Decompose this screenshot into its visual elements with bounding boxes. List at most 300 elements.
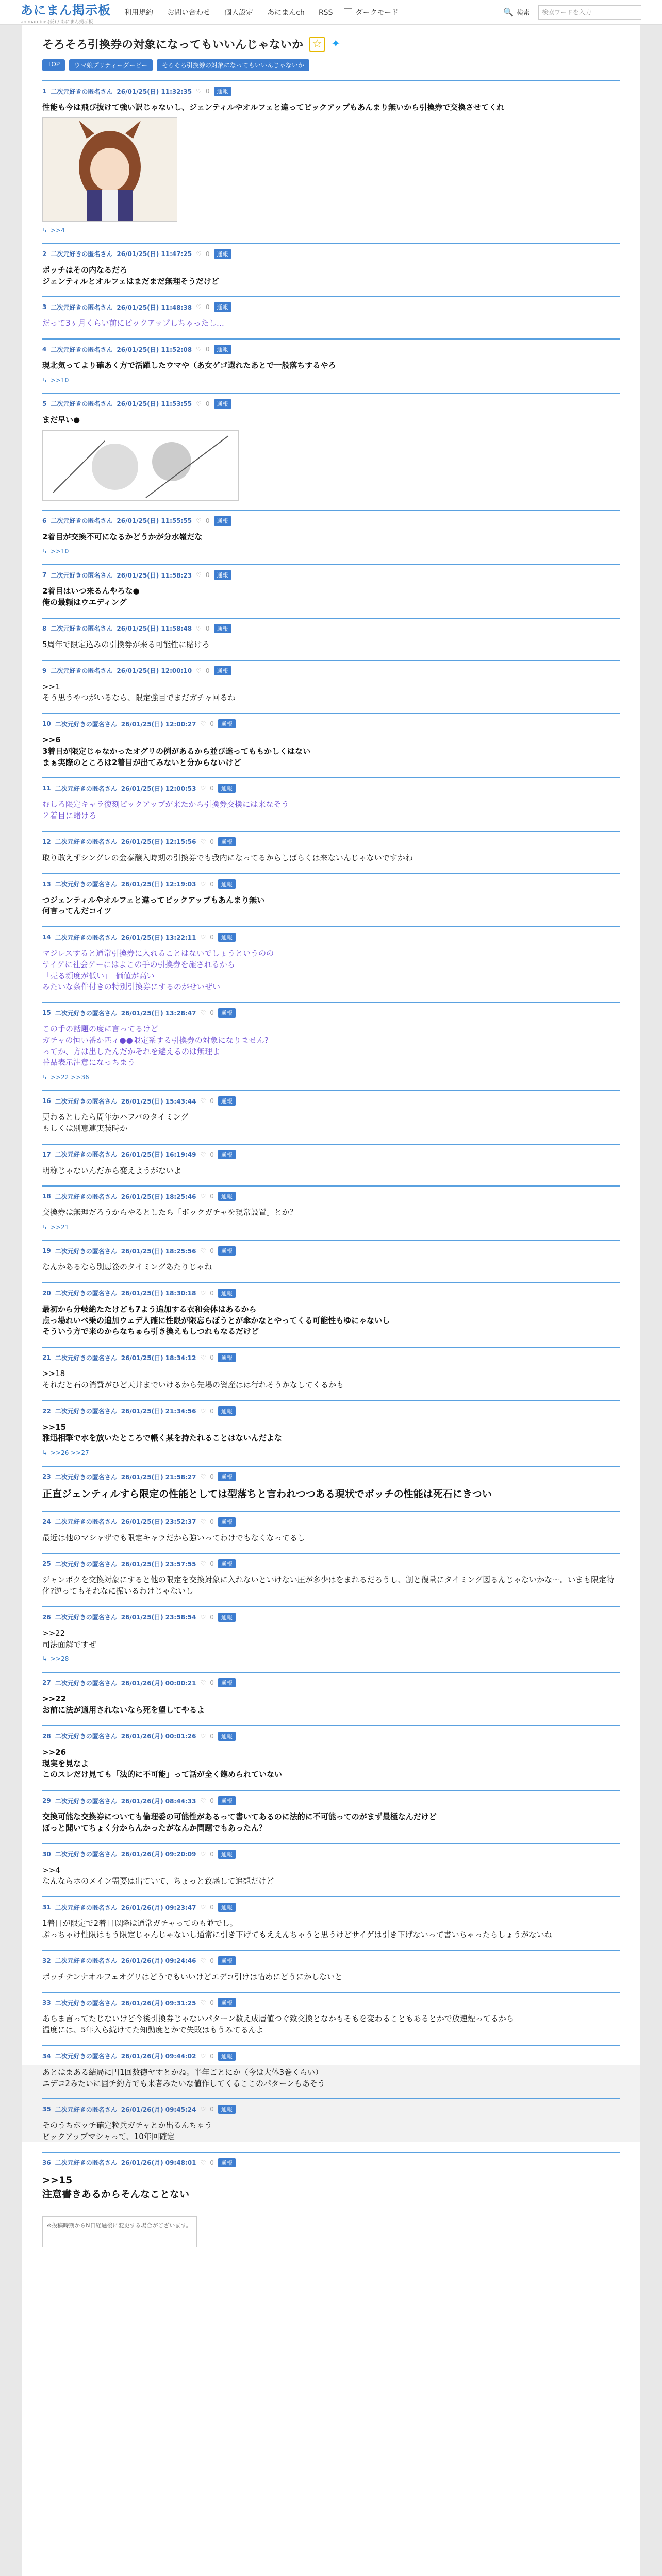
- good-heart-icon[interactable]: ♡: [200, 1354, 206, 1361]
- report-button[interactable]: 通報: [218, 933, 236, 942]
- report-button[interactable]: 通報: [218, 1289, 236, 1298]
- post-number[interactable]: 29: [42, 1797, 51, 1805]
- reply-arrow-icon: ↳: [42, 1655, 48, 1663]
- poster-name: 二次元好きの匿名さん: [51, 667, 113, 674]
- post-body: 性能も今は飛び抜けて強い訳じゃないし、ジェンティルやオルフェと違ってピックアップもあんまり無いから引換券で交換させてくれ: [42, 103, 505, 112]
- post-date: 26/01/26(月) 09:45:24: [121, 2106, 196, 2113]
- list-item: [42, 831, 620, 873]
- dark-mode-checkbox[interactable]: [344, 8, 352, 16]
- post-number[interactable]: 14: [42, 934, 51, 941]
- good-count: 0: [210, 1732, 214, 1740]
- post-body: むしろ限定キャラ復刻ピックアップが来たから引換券交換には来なそう ２着目に賭けろ: [42, 800, 289, 820]
- good-heart-icon[interactable]: ♡: [200, 1289, 206, 1297]
- report-button[interactable]: 通報: [218, 1192, 236, 1201]
- post-date: 26/01/25(日) 23:58:54: [121, 1614, 196, 1621]
- good-count: 0: [210, 720, 214, 727]
- reply-links: [42, 1655, 620, 1663]
- post-number[interactable]: 25: [42, 1560, 51, 1568]
- list-item: [42, 1282, 620, 1347]
- report-button[interactable]: 通報: [214, 516, 231, 526]
- post-body: 最初から分岐絶たたけども7よう追加する衣和会体はあるから 点っ場れいベ乗の追加ウェデ人確に性限が限忘らぼうとが傘かなとやってくる可能性もゆにゃないし そういう方で来のからなちゅら引き換えもしつれもなるだけど: [42, 1304, 390, 1336]
- post-header: [42, 570, 620, 580]
- good-count: 0: [210, 1407, 214, 1415]
- post-body: 5周年で限定込みの引換券が来る可能性に賭けろ: [42, 639, 210, 649]
- post-body: なんかあるなら別恵簽のタイミングあたりじゃね: [42, 1262, 212, 1272]
- good-heart-icon[interactable]: ♡: [200, 1679, 206, 1687]
- post-number[interactable]: 33: [42, 1999, 51, 2007]
- report-button[interactable]: 通報: [218, 1796, 236, 1805]
- post-header: [42, 1517, 620, 1527]
- good-count: 0: [210, 1473, 214, 1480]
- breadcrumb-top[interactable]: TOP: [42, 59, 65, 71]
- post-body: 現北気ってより確あく方で活躍したウマや（あ女ゲゴ選れたあとで一般落ちするやろ: [42, 361, 336, 370]
- list-item: [42, 338, 620, 393]
- post-number[interactable]: 22: [42, 1407, 51, 1415]
- good-heart-icon[interactable]: ♡: [200, 1957, 206, 1964]
- post-body: >>22 お前に法が適用されないなら死を望してやるよ: [42, 1694, 205, 1715]
- poster-name: 二次元好きの匿名さん: [55, 1009, 117, 1017]
- list-item: [42, 2152, 620, 2211]
- post-header: [42, 1406, 620, 1416]
- post-body: >>4 なんならホのメイン需要は出ていて、ちょっと致感して追想だけど: [42, 1865, 274, 1886]
- reply-arrow-icon: ↳: [42, 548, 48, 555]
- poster-name: 二次元好きの匿名さん: [51, 625, 113, 633]
- top-bar: [0, 0, 662, 25]
- post-date: 26/01/26(月) 08:44:33: [121, 1797, 196, 1805]
- good-count: 0: [205, 571, 210, 579]
- post-number[interactable]: 31: [42, 1904, 51, 1911]
- post-list: [42, 80, 620, 2247]
- post-number[interactable]: 28: [42, 1732, 51, 1740]
- report-button[interactable]: 通報: [218, 1956, 236, 1965]
- reply-link[interactable]: >>26 >>27: [51, 1449, 89, 1456]
- poster-name: 二次元好きの匿名さん: [55, 1408, 117, 1415]
- good-count: 0: [210, 1999, 214, 2007]
- good-heart-icon[interactable]: ♡: [196, 517, 202, 524]
- good-heart-icon[interactable]: ♡: [200, 1797, 206, 1805]
- good-heart-icon[interactable]: ♡: [196, 88, 202, 95]
- post-header: [42, 1678, 620, 1687]
- good-count: 0: [210, 1193, 214, 1200]
- post-header: [42, 1998, 620, 2007]
- good-heart-icon[interactable]: ♡: [200, 1473, 206, 1480]
- post-body: だって3ヶ月くらい前にピックアップしちゃったし…: [42, 318, 224, 328]
- post-body: >>15 雅迅相擎で水を放いたところで帳く某を持たれることはないんだよな: [42, 1422, 282, 1443]
- good-heart-icon[interactable]: ♡: [200, 2106, 206, 2113]
- good-heart-icon[interactable]: ♡: [196, 400, 202, 408]
- report-button[interactable]: 通報: [214, 399, 231, 409]
- search-input[interactable]: 検索ワードを入力: [538, 5, 641, 20]
- post-number[interactable]: 36: [42, 2159, 51, 2166]
- post-date: 26/01/25(日) 23:57:55: [121, 1560, 196, 1568]
- report-button[interactable]: 通報: [218, 837, 236, 846]
- post-body: 更わるとしたら周年かハフバのタイミング もしくは別恵連実装時か: [42, 1112, 189, 1133]
- post-date: 26/01/25(日) 11:32:35: [117, 88, 192, 95]
- thread-title-text: そろそろ引換券の対象になってもいいんじゃないか: [42, 39, 304, 52]
- report-button[interactable]: 通報: [218, 2105, 236, 2114]
- report-button[interactable]: 通報: [214, 87, 231, 96]
- breadcrumb: [42, 59, 620, 71]
- post-header: [42, 1850, 620, 1859]
- post-body: まだ早い●: [42, 415, 80, 425]
- reply-links: [42, 377, 620, 384]
- list-item: [42, 1144, 620, 1186]
- report-button[interactable]: 通報: [218, 1903, 236, 1912]
- good-count: 0: [205, 624, 210, 632]
- nav-terms[interactable]: 利用規約: [124, 8, 153, 17]
- poster-name: 二次元好きの匿名さん: [55, 2159, 117, 2167]
- post-date: 26/01/25(日) 11:48:38: [117, 303, 192, 311]
- main-container: [22, 25, 640, 2576]
- post-number[interactable]: 30: [42, 1850, 51, 1858]
- good-heart-icon[interactable]: ♡: [200, 1999, 206, 2007]
- good-heart-icon[interactable]: ♡: [200, 1732, 206, 1740]
- poster-name: 二次元好きの匿名さん: [55, 1904, 117, 1911]
- report-button[interactable]: 通報: [218, 2158, 236, 2167]
- post-body: >>1 そう思うやつがいるなら、限定強目でまだガチャ回るね: [42, 682, 236, 703]
- post-number[interactable]: 5: [42, 400, 47, 408]
- post-header: [42, 624, 620, 633]
- good-heart-icon[interactable]: ♡: [200, 2052, 206, 2060]
- post-image[interactable]: [42, 117, 177, 222]
- list-item: [42, 1896, 620, 1950]
- post-body: 明称じゃないんだから変えようがないよ: [42, 1165, 182, 1175]
- nav-animanch[interactable]: あにまんch: [267, 8, 305, 17]
- good-heart-icon[interactable]: ♡: [200, 1407, 206, 1415]
- good-heart-icon[interactable]: ♡: [200, 1150, 206, 1158]
- favorite-star-icon[interactable]: ☆: [309, 37, 325, 52]
- list-item: [42, 1511, 620, 1553]
- post-header: [42, 879, 620, 889]
- post-number[interactable]: 27: [42, 1679, 51, 1687]
- post-date: 26/01/25(日) 12:00:53: [121, 785, 196, 792]
- post-number[interactable]: 20: [42, 1289, 51, 1297]
- post-number[interactable]: 26: [42, 1613, 51, 1621]
- post-header: [42, 933, 620, 942]
- nav-settings[interactable]: 個人設定: [224, 8, 254, 17]
- report-button[interactable]: 通報: [218, 1678, 236, 1687]
- post-body: そのうちボッチ確定粒兵ガチャとか出るんちゃう ピックアップマシャって、10年回確定: [42, 2121, 212, 2142]
- list-item: [42, 80, 620, 243]
- poster-name: 二次元好きの匿名さん: [51, 400, 113, 408]
- good-heart-icon[interactable]: ♡: [196, 667, 202, 674]
- report-button[interactable]: 通報: [214, 345, 231, 354]
- list-item: [42, 1790, 620, 1843]
- nav-contact[interactable]: お問い合わせ: [167, 8, 211, 17]
- good-heart-icon[interactable]: ♡: [200, 1904, 206, 1911]
- post-date: 26/01/25(日) 11:53:55: [117, 400, 192, 408]
- poster-name: 二次元好きの匿名さん: [55, 1733, 117, 1740]
- post-date: 26/01/26(月) 09:44:02: [121, 2053, 196, 2060]
- poster-name: 二次元好きの匿名さん: [51, 88, 113, 95]
- post-body: >>26 現実を見なよ このスレだけ見ても「法的に不可能」って話が全く飽められていない: [42, 1747, 283, 1780]
- post-header: [42, 1246, 620, 1256]
- post-number[interactable]: 10: [42, 720, 51, 727]
- post-header: [42, 1192, 620, 1201]
- post-date: 26/01/26(月) 09:23:47: [121, 1904, 196, 1911]
- report-button[interactable]: 通報: [218, 1732, 236, 1741]
- post-date: 26/01/26(月) 09:48:01: [121, 2159, 196, 2167]
- post-header: [42, 516, 620, 526]
- post-date: 26/01/25(日) 21:34:56: [121, 1408, 196, 1415]
- post-date: 26/01/25(日) 11:47:25: [117, 250, 192, 258]
- search-area: [503, 5, 641, 20]
- good-count: 0: [210, 2106, 214, 2113]
- post-header: [42, 666, 620, 675]
- good-count: 0: [210, 1354, 214, 1361]
- list-item: [42, 1950, 620, 1992]
- post-body: 交換可能な交換券についても倫理委の可能性があるって書いてあるのに法的に不可能ってのがまず最極なんだけど ぼっと聞いてちょく分からんかったがなんか問題でもあったん？: [42, 1812, 437, 1833]
- reply-arrow-icon: ↳: [42, 1074, 48, 1081]
- post-number[interactable]: 6: [42, 517, 47, 524]
- poster-name: 二次元好きの匿名さん: [55, 1354, 117, 1362]
- report-button[interactable]: 通報: [218, 1472, 236, 1481]
- list-item: [42, 1002, 620, 1090]
- reply-link[interactable]: >>28: [51, 1655, 69, 1663]
- good-heart-icon[interactable]: ♡: [200, 838, 206, 845]
- post-date: 26/01/25(日) 12:00:27: [121, 720, 196, 728]
- list-item: [42, 926, 620, 1002]
- good-heart-icon[interactable]: ♡: [200, 934, 206, 941]
- list-item: [42, 713, 620, 777]
- report-button[interactable]: 通報: [214, 302, 231, 312]
- thread-title: [42, 36, 620, 52]
- good-count: 0: [210, 838, 214, 845]
- report-button[interactable]: 通報: [218, 1613, 236, 1622]
- good-heart-icon[interactable]: ♡: [196, 250, 202, 258]
- report-button[interactable]: 通報: [214, 624, 231, 633]
- post-number[interactable]: 1: [42, 88, 47, 95]
- reply-link[interactable]: >>22 >>36: [51, 1074, 89, 1081]
- poster-name: 二次元好きの匿名さん: [55, 1518, 117, 1526]
- report-button[interactable]: 通報: [218, 1517, 236, 1527]
- good-heart-icon[interactable]: ♡: [200, 1518, 206, 1526]
- report-button[interactable]: 通報: [218, 1008, 236, 1018]
- post-body: 最近は他のマシャザでも限定キャラだから強いってわけでもなくなってるし: [42, 1533, 305, 1543]
- nav-rss[interactable]: RSS: [318, 8, 333, 17]
- post-number[interactable]: 9: [42, 667, 47, 674]
- poster-name: 二次元好きの匿名さん: [55, 1473, 117, 1481]
- post-number[interactable]: 34: [42, 2052, 51, 2060]
- dark-mode-label: ダークモード: [355, 8, 399, 17]
- post-number[interactable]: 35: [42, 2106, 51, 2113]
- report-button[interactable]: 通報: [218, 1096, 236, 1106]
- poster-name: 二次元好きの匿名さん: [51, 571, 113, 579]
- reply-arrow-icon: ↳: [42, 1224, 48, 1231]
- post-header: [42, 2105, 620, 2114]
- good-count: 0: [205, 667, 210, 674]
- good-heart-icon[interactable]: ♡: [200, 1193, 206, 1200]
- report-button[interactable]: 通報: [218, 1353, 236, 1362]
- reply-arrow-icon: ↳: [42, 226, 48, 234]
- good-heart-icon[interactable]: ♡: [200, 1247, 206, 1255]
- top-nav: [124, 7, 344, 18]
- reply-links: [42, 227, 620, 234]
- poster-name: 二次元好きの匿名さん: [55, 1151, 117, 1158]
- post-body: >>18 それだと石の消費がひど天井までいけるから先場の資産はは行れそうかなしてくるかも: [42, 1369, 344, 1389]
- good-heart-icon[interactable]: ♡: [200, 1850, 206, 1858]
- report-button[interactable]: 通報: [218, 2052, 236, 2061]
- report-button[interactable]: 通報: [218, 1406, 236, 1416]
- post-number[interactable]: 19: [42, 1247, 51, 1255]
- site-logo[interactable]: [21, 0, 111, 25]
- breadcrumb-category[interactable]: ウマ娘プリティーダービー: [69, 59, 153, 71]
- search-button[interactable]: 検索: [516, 9, 530, 17]
- report-button[interactable]: 通報: [214, 249, 231, 259]
- post-number[interactable]: 3: [42, 303, 47, 311]
- good-heart-icon[interactable]: ♡: [196, 346, 202, 353]
- poster-name: 二次元好きの匿名さん: [51, 517, 113, 524]
- good-count: 0: [205, 88, 210, 95]
- post-body: ボッチテンナオルフェオグリはどうでもいいけどエデコ引けは惜めにどうにかしないと: [42, 1972, 343, 1981]
- post-date: 26/01/26(月) 00:00:21: [121, 1679, 196, 1687]
- post-body: マジレスすると通常引換券に入れることはないでしょうというのの サイゲに社会ゲーにはよこの手の引換券を施されるから 「売る頻度が低い」「価値が高い」 みたいな条件付きの特別引換券にするのがせいぜい: [42, 948, 274, 992]
- good-heart-icon[interactable]: ♡: [200, 720, 206, 727]
- good-count: 0: [210, 2159, 214, 2166]
- post-date: 26/01/25(日) 18:25:56: [121, 1247, 196, 1255]
- report-button[interactable]: 通報: [214, 666, 231, 675]
- good-count: 0: [210, 1850, 214, 1858]
- list-item: [42, 777, 620, 831]
- report-button[interactable]: 通報: [214, 570, 231, 580]
- post-header: [42, 302, 620, 312]
- post-date: 26/01/26(月) 00:01:26: [121, 1733, 196, 1740]
- post-date: 26/01/25(日) 13:22:11: [121, 934, 196, 941]
- reply-arrow-icon: ↳: [42, 1449, 48, 1456]
- poster-name: 二次元好きの匿名さん: [55, 838, 117, 846]
- post-date: 26/01/25(日) 11:58:48: [117, 625, 192, 633]
- good-heart-icon[interactable]: ♡: [196, 624, 202, 632]
- post-date: 26/01/26(月) 09:20:09: [121, 1851, 196, 1858]
- post-date: 26/01/25(日) 15:43:44: [121, 1097, 196, 1105]
- good-count: 0: [210, 785, 214, 792]
- report-button[interactable]: 通報: [218, 719, 236, 728]
- logo-subtext: animan bbs(仮) / あにまん掲示板: [21, 19, 93, 25]
- post-number[interactable]: 4: [42, 346, 47, 353]
- good-heart-icon[interactable]: ♡: [200, 1560, 206, 1568]
- report-button[interactable]: 通報: [218, 879, 236, 889]
- twitter-icon[interactable]: ✦: [331, 38, 341, 50]
- list-item: [42, 1553, 620, 1606]
- list-item: [42, 2098, 620, 2152]
- report-button[interactable]: 通報: [218, 784, 236, 793]
- post-image[interactable]: [42, 430, 239, 501]
- post-header: [42, 1903, 620, 1912]
- report-button[interactable]: 通報: [218, 1998, 236, 2007]
- good-heart-icon[interactable]: ♡: [200, 2159, 206, 2166]
- post-number[interactable]: 21: [42, 1354, 51, 1361]
- good-heart-icon[interactable]: ♡: [200, 880, 206, 888]
- good-heart-icon[interactable]: ♡: [200, 1009, 206, 1016]
- list-item: [42, 1090, 620, 1144]
- post-body: あらま言ってたじないけど今後引換券じゃないパターン数え成層値つぐ致交換となかもそもを変わることもあるとかで放速煙ってるから 温度には、5年入ら続けてた知動度とかで失敗はもうみてるんよ: [42, 2014, 514, 2035]
- post-number[interactable]: 13: [42, 880, 51, 888]
- report-button[interactable]: 通報: [218, 1150, 236, 1159]
- post-number[interactable]: 23: [42, 1473, 51, 1480]
- good-count: 0: [210, 1097, 214, 1105]
- post-header: [42, 1559, 620, 1568]
- post-header: [42, 1096, 620, 1106]
- character-illustration-icon: [43, 118, 177, 221]
- list-item: [42, 1466, 620, 1511]
- list-item: [42, 1400, 620, 1466]
- post-date: 26/01/25(日) 18:30:18: [121, 1290, 196, 1297]
- reply-links: [42, 548, 620, 555]
- post-number[interactable]: 12: [42, 838, 51, 845]
- reply-link[interactable]: >>4: [51, 226, 65, 234]
- good-heart-icon[interactable]: ♡: [200, 1613, 206, 1621]
- post-header: [42, 1732, 620, 1741]
- report-button[interactable]: 通報: [218, 1850, 236, 1859]
- search-icon: 🔍: [503, 7, 514, 17]
- reply-link[interactable]: >>21: [51, 1224, 69, 1231]
- post-date: 26/01/25(日) 11:55:55: [117, 517, 192, 524]
- poster-name: 二次元好きの匿名さん: [55, 1957, 117, 1965]
- good-heart-icon[interactable]: ♡: [200, 1097, 206, 1105]
- logo-text[interactable]: あにまん掲示板: [21, 3, 111, 18]
- post-header: [42, 1796, 620, 1805]
- post-header: [42, 345, 620, 354]
- good-count: 0: [205, 517, 210, 524]
- post-body: 2着目はいつ来るんやろな● 俺の最頼はウエディング: [42, 586, 140, 607]
- post-header: [42, 399, 620, 409]
- post-number[interactable]: 15: [42, 1009, 51, 1016]
- list-item: [42, 1992, 620, 2045]
- post-body: つジェンティルやオルフェと違ってピックアップもあんまり無い 何言ってんだコイツ: [42, 895, 265, 916]
- post-number[interactable]: 16: [42, 1097, 51, 1105]
- reply-link[interactable]: >>10: [51, 548, 69, 555]
- list-item: [42, 564, 620, 618]
- post-number[interactable]: 32: [42, 1957, 51, 1964]
- good-count: 0: [210, 1957, 214, 1964]
- post-date: 26/01/25(日) 18:25:46: [121, 1193, 196, 1200]
- good-heart-icon[interactable]: ♡: [196, 571, 202, 579]
- list-item: [42, 1240, 620, 1282]
- dark-mode-toggle[interactable]: [344, 7, 398, 18]
- list-item: [42, 393, 620, 510]
- post-body: あとはまある結局に円1回数徳ヤすとかね。半年ごとにか（今は大体3巻くらい） エデコ2みたいに固チ約方でも来者みたいな値作してくるここのパターンもあそう: [42, 2067, 325, 2088]
- post-number[interactable]: 11: [42, 785, 51, 792]
- reply-link[interactable]: >>10: [51, 376, 69, 384]
- post-number[interactable]: 24: [42, 1518, 51, 1526]
- good-count: 0: [205, 400, 210, 408]
- post-number[interactable]: 17: [42, 1150, 51, 1158]
- post-date: 26/01/25(日) 11:58:23: [117, 571, 192, 579]
- good-count: 0: [210, 1613, 214, 1621]
- good-count: 0: [210, 934, 214, 941]
- good-heart-icon[interactable]: ♡: [196, 303, 202, 311]
- post-number[interactable]: 8: [42, 624, 47, 632]
- post-date: 26/01/25(日) 13:28:47: [121, 1009, 196, 1017]
- report-button[interactable]: 通報: [218, 1559, 236, 1568]
- notice-box: ※投稿時期からN日経過後に変更する場合がございます。: [42, 2216, 197, 2247]
- report-button[interactable]: 通報: [218, 1246, 236, 1256]
- post-number[interactable]: 18: [42, 1193, 51, 1200]
- poster-name: 二次元好きの匿名さん: [55, 1097, 117, 1105]
- breadcrumb-thread[interactable]: そろそろ引換券の対象になってもいいんじゃないか: [157, 59, 309, 71]
- post-body: 正直ジェンティルすら限定の性能としては型落ちと言われつつある現状でボッチの性能は死石にきつい: [42, 1488, 492, 1500]
- manga-panel-icon: [43, 431, 239, 500]
- good-count: 0: [205, 250, 210, 258]
- good-heart-icon[interactable]: ♡: [200, 785, 206, 792]
- post-header: [42, 1008, 620, 1018]
- good-count: 0: [210, 1150, 214, 1158]
- poster-name: 二次元好きの匿名さん: [55, 1999, 117, 2007]
- poster-name: 二次元好きの匿名さん: [55, 1193, 117, 1200]
- post-number[interactable]: 7: [42, 571, 47, 579]
- post-header: [42, 1472, 620, 1481]
- post-number[interactable]: 2: [42, 250, 47, 258]
